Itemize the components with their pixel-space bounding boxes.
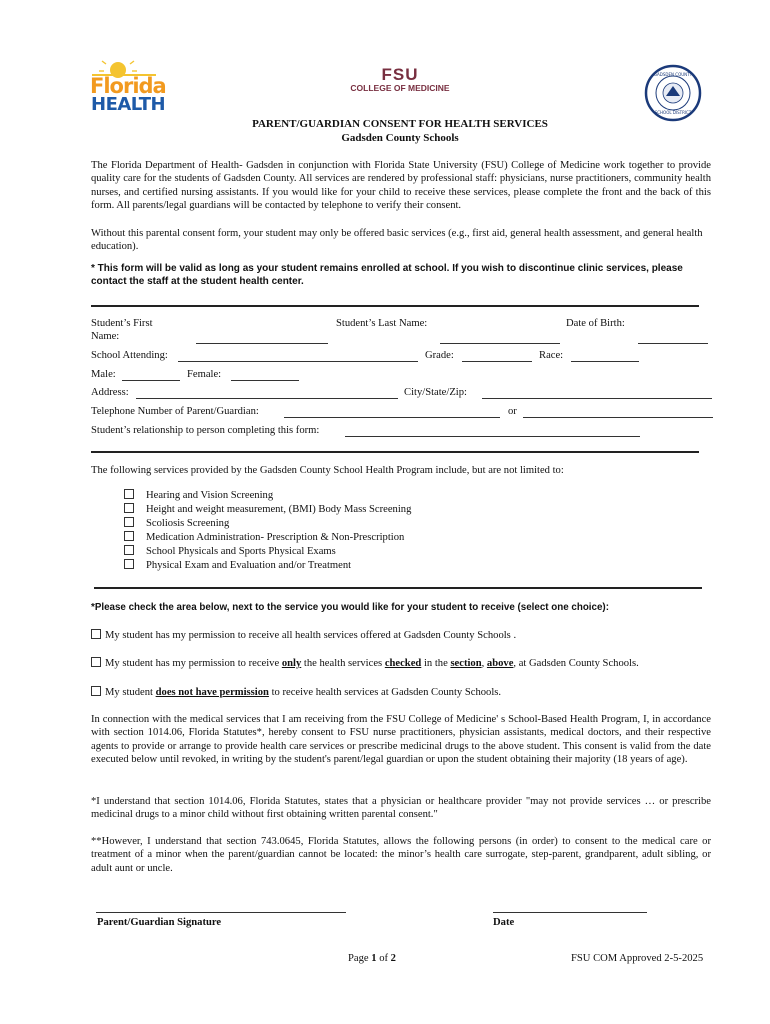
service-item: Physical Exam and Evaluation and/or Treatment	[124, 559, 351, 573]
relationship-field[interactable]	[345, 436, 640, 437]
address-field[interactable]	[136, 398, 398, 399]
dob-field[interactable]	[638, 343, 708, 344]
choice-heading: *Please check the area below, next to the service you would like for your student to receive (select one choice):	[91, 602, 609, 613]
divider	[91, 305, 699, 307]
checkbox-all-services[interactable]	[91, 629, 101, 639]
or-label: or	[508, 406, 517, 417]
female-field[interactable]	[231, 380, 299, 381]
male-field[interactable]	[122, 380, 180, 381]
services-intro: The following services provided by the Gadsden County School Health Program include, but are not limited to:	[91, 465, 564, 476]
last-name-field[interactable]	[440, 343, 560, 344]
race-field[interactable]	[571, 361, 639, 362]
city-label: City/State/Zip:	[404, 387, 467, 398]
college-of-medicine-text: COLLEGE OF MEDICINE	[350, 83, 450, 93]
service-item: Scoliosis Screening	[124, 517, 229, 531]
address-label: Address:	[91, 387, 129, 398]
divider	[91, 451, 699, 453]
checkbox-medication[interactable]	[124, 531, 134, 541]
grade-label: Grade:	[425, 350, 454, 361]
form-title: PARENT/GUARDIAN CONSENT FOR HEALTH SERVICES	[252, 118, 548, 130]
first-name-field[interactable]	[196, 343, 328, 344]
checkbox-only-checked[interactable]	[91, 657, 101, 667]
signature-field[interactable]	[96, 912, 346, 913]
page-number: Page 1 of 2	[348, 953, 396, 964]
intro-paragraph: The Florida Department of Health- Gadsden in conjunction with Florida State University (FSU) College of Medicine work together to provide quality care for the students of Gadsden County. All services are rendered by professional staff: physicians, nurse practitioners, community health nurses, and certified nursing assistants. If you would like for your child to receive these services, please complete the front and the back of this form. All parents/legal guardians will be contacted by telephone to verify their consent.	[91, 160, 711, 212]
relationship-label: Student’s relationship to person completing this form:	[91, 425, 320, 436]
service-item: Height and weight measurement, (BMI) Body Mass Screening	[124, 503, 411, 517]
validity-note: * This form will be valid as long as your student remains enrolled at school. If you wish to discontinue clinic services, please contact the staff at the student health center.	[91, 263, 683, 288]
service-item: Hearing and Vision Screening	[124, 489, 273, 503]
checkbox-bmi[interactable]	[124, 503, 134, 513]
city-field[interactable]	[482, 398, 712, 399]
last-name-label: Student’s Last Name:	[336, 318, 428, 329]
signature-label: Parent/Guardian Signature	[97, 917, 222, 928]
date-label: Date	[493, 917, 515, 928]
seal-bottom-text: SCHOOL DISTRICT	[654, 110, 692, 115]
choice-only-checked: My student has my permission to receive only the health services checked in the section, above, at Gadsden County Schools.	[91, 657, 639, 670]
florida-health-logo	[90, 60, 166, 115]
form-subtitle: Gadsden County Schools	[341, 132, 459, 144]
phone-field-1[interactable]	[284, 417, 500, 418]
dob-label: Date of Birth:	[566, 318, 625, 329]
consent-paragraph: In connection with the medical services that I am receiving from the FSU College of Medicine' s School-Based Health Program, I, in accordance with section 1014.06, Florida Statutes*, hereby consent to FSU nurse practitioners, physician assistants, medical doctors, and their respective agents to provide or arrange to provide health care services or prescribe medicinal drugs to the above student. This consent is valid from the date executed below until revoked, in writing by the student's parent/legal guardian or upon the student obtaining their majority (18 years of age).	[91, 714, 711, 766]
grade-field[interactable]	[462, 361, 532, 362]
checkbox-hearing[interactable]	[124, 489, 134, 499]
choice-no-permission: My student does not have permission to receive health services at Gadsden County Schools.	[91, 686, 501, 699]
fsu-mark: FSU	[381, 65, 419, 84]
service-item: Medication Administration- Prescription & Non-Prescription	[124, 531, 404, 545]
school-field[interactable]	[178, 361, 418, 362]
phone-label: Telephone Number of Parent/Guardian:	[91, 406, 259, 417]
male-label: Male:	[91, 369, 116, 380]
service-item: School Physicals and Sports Physical Exams	[124, 545, 336, 559]
checkbox-physicals[interactable]	[124, 545, 134, 555]
race-label: Race:	[539, 350, 564, 361]
florida-wordmark: Florida	[90, 74, 166, 98]
first-name-label: Student’s First Name:	[91, 318, 153, 343]
phone-field-2[interactable]	[523, 417, 713, 418]
basic-services-paragraph: Without this parental consent form, your student may only be offered basic services (e.g., first aid, general health assessment, and general health education).	[91, 228, 703, 253]
statute-paragraph: *I understand that section 1014.06, Florida Statutes, states that a physician or healthcare provider "may not provide services … or prescribe medicinal drugs to a minor child without first obtaining written parental consent."	[91, 796, 711, 821]
female-label: Female:	[187, 369, 222, 380]
approval-note: FSU COM Approved 2-5-2025	[571, 953, 704, 964]
checkbox-no-permission[interactable]	[91, 686, 101, 696]
however-paragraph: **However, I understand that section 743.0645, Florida Statutes, allows the following persons (in order) to consent to the medical care or treatment of a minor when the parent/guardian cannot be located: the minor’s health care surrogate, step-parent, grandparent, adult sibling, or adult aunt or uncle.	[91, 836, 711, 874]
checkbox-scoliosis[interactable]	[124, 517, 134, 527]
divider	[94, 587, 702, 589]
checkbox-exam[interactable]	[124, 559, 134, 569]
fsu-college-of-medicine-logo	[330, 66, 470, 96]
health-wordmark: HEALTH	[91, 94, 166, 115]
date-field[interactable]	[493, 912, 647, 913]
seal-top-text: GADSDEN COUNTY	[653, 72, 693, 77]
school-label: School Attending:	[91, 350, 168, 361]
school-district-seal	[644, 64, 702, 122]
choice-all-services: My student has my permission to receive all health services offered at Gadsden County Schools .	[91, 629, 516, 642]
